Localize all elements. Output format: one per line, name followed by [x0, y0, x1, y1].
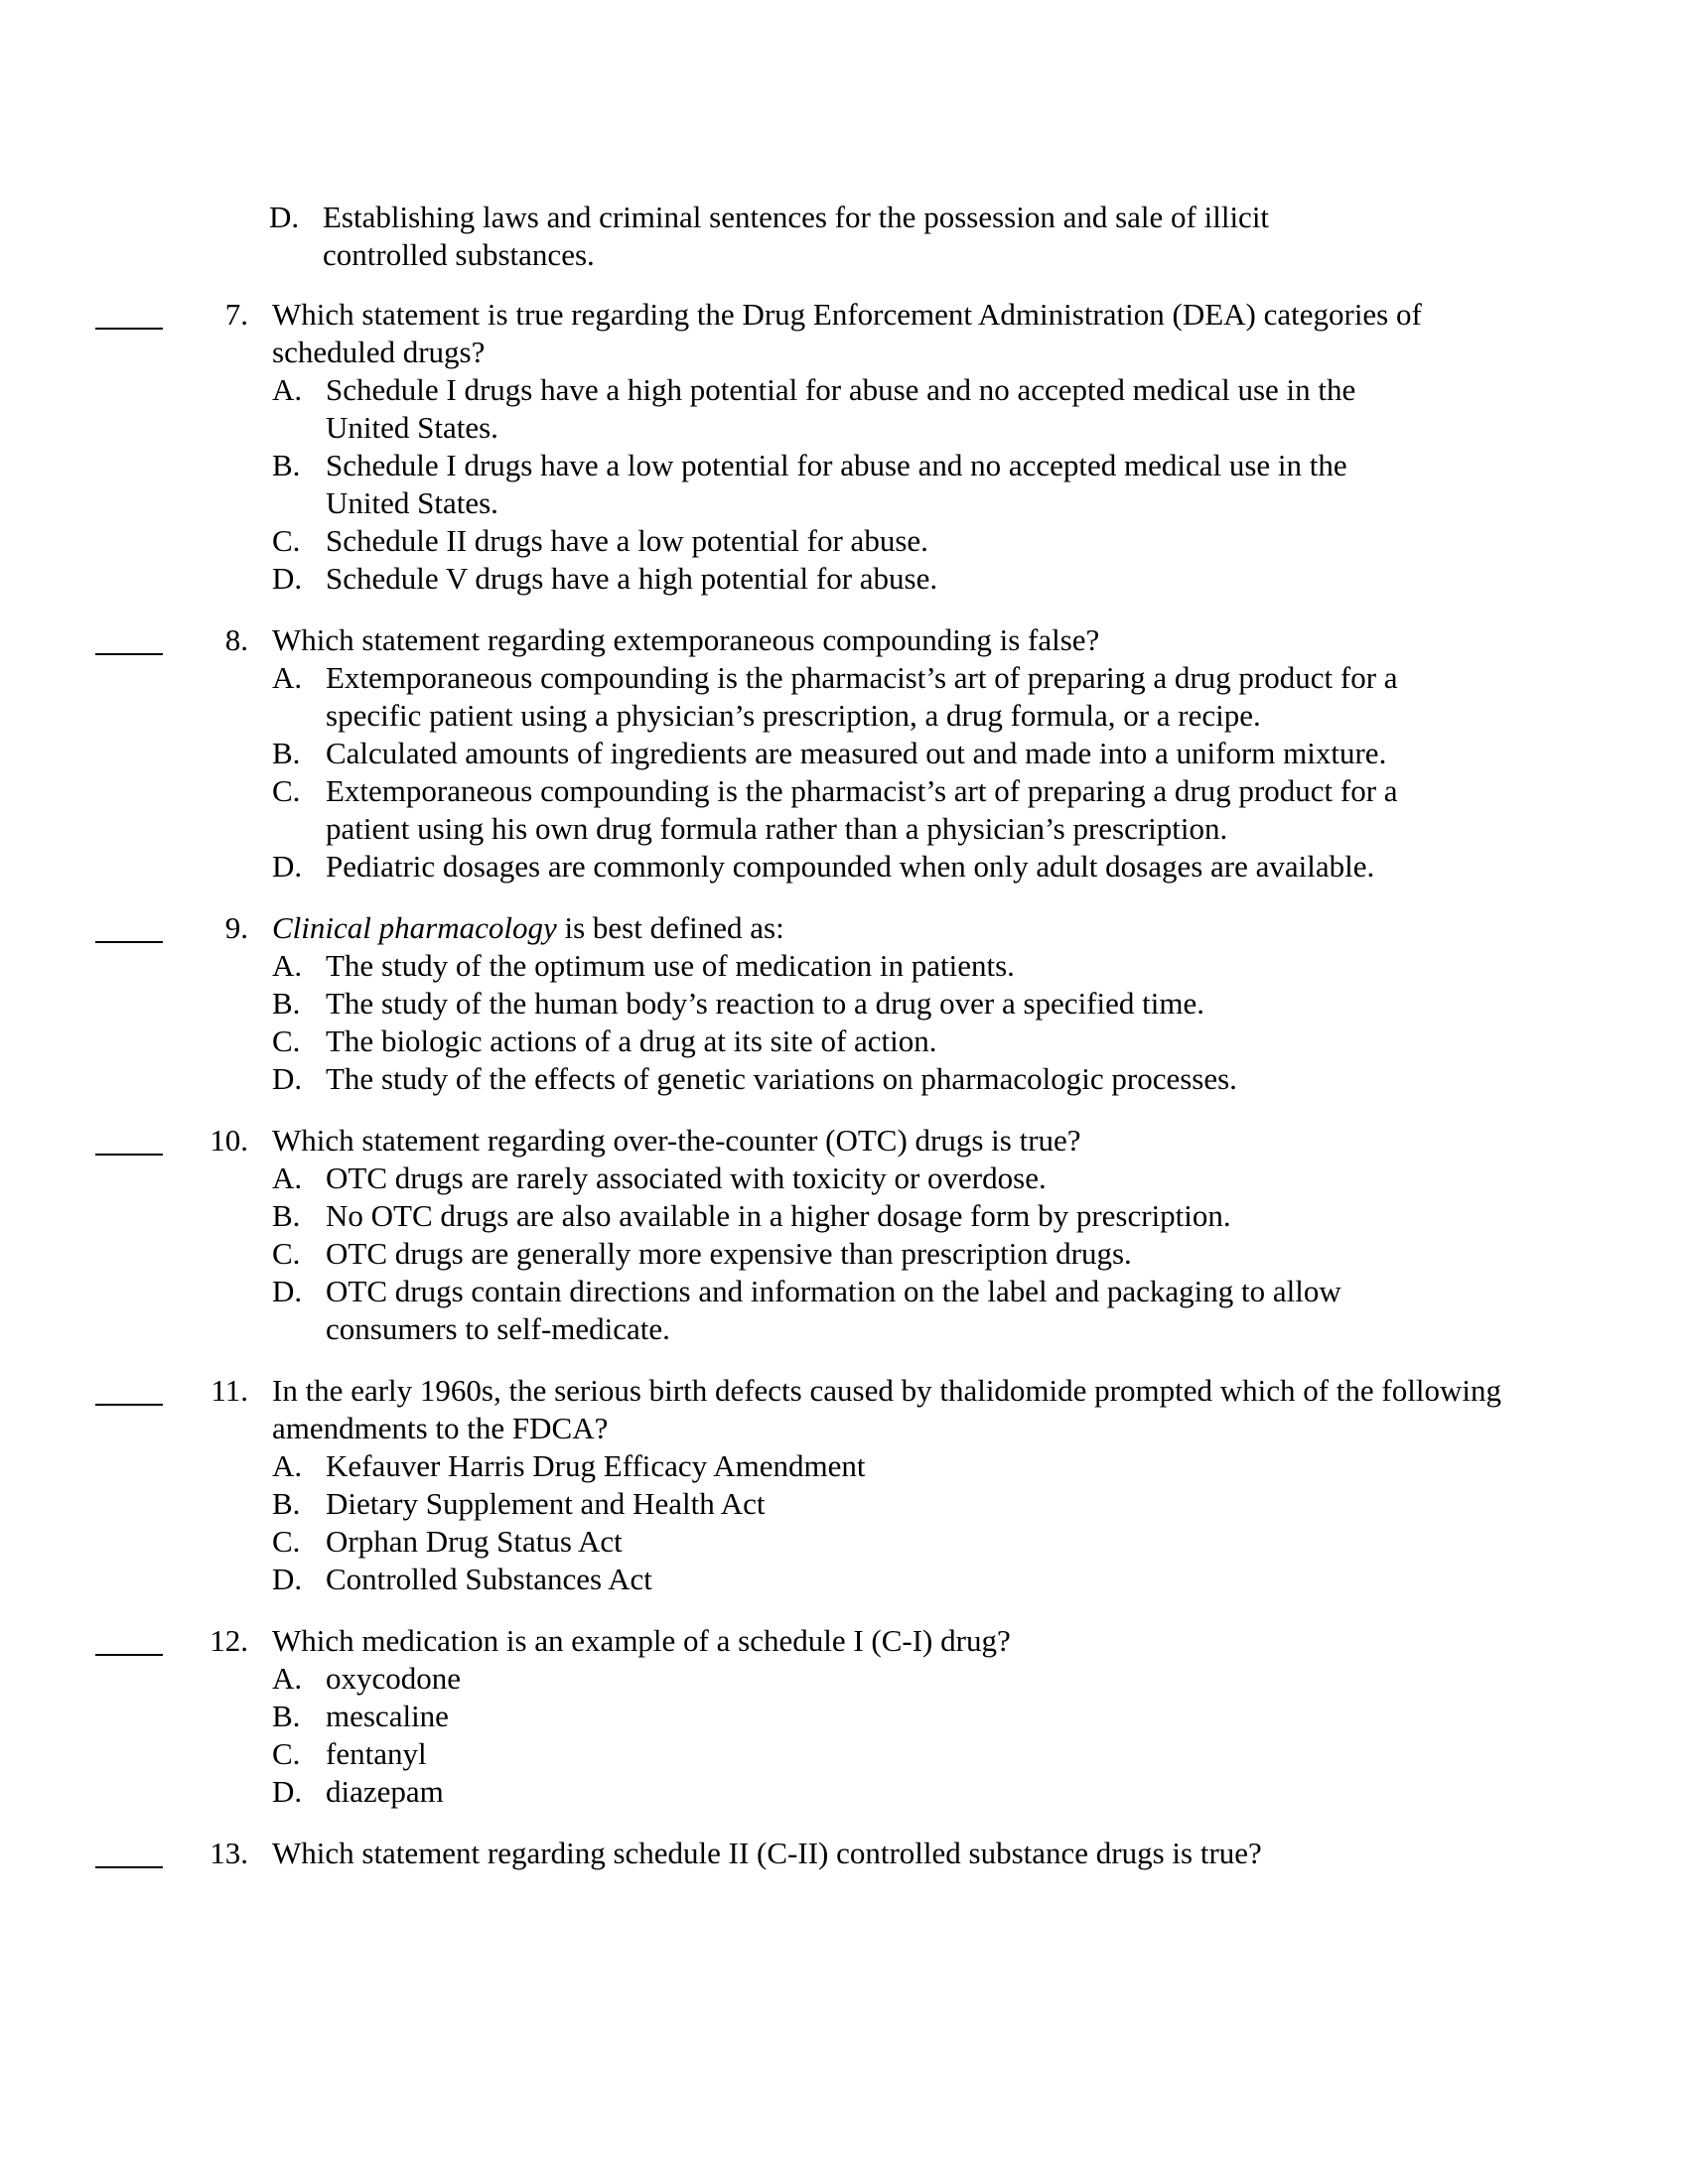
- option-item: [272, 985, 1398, 1023]
- option-item: [272, 1660, 1398, 1698]
- option-letter: A.: [272, 1160, 303, 1195]
- option-list: [272, 371, 1513, 598]
- option-text: Dietary Supplement and Health Act: [326, 1486, 766, 1521]
- option-item: [272, 735, 1398, 772]
- question-number: 13.: [210, 1836, 248, 1870]
- option-text: Extemporaneous compounding is the pharmacist’s art of preparing a drug product for a patient using his own drug formula rather than a physician’s prescription.: [326, 773, 1398, 846]
- option-letter: C.: [272, 1236, 301, 1271]
- option-letter: A.: [272, 1661, 303, 1696]
- option-letter: D.: [272, 849, 303, 884]
- option-text: The biologic actions of a drug at its site of action.: [326, 1024, 937, 1058]
- option-text: Schedule I drugs have a high potential for abuse and no accepted medical use in the United States.: [326, 372, 1356, 445]
- option-letter: C.: [272, 1736, 301, 1771]
- question-stem-rest: is best defined as:: [556, 910, 784, 945]
- question-body: [272, 909, 1513, 1098]
- option-letter: C.: [272, 773, 301, 808]
- option-item: [272, 1735, 1398, 1773]
- option-item: [272, 1447, 1398, 1485]
- option-letter: A.: [272, 372, 303, 407]
- question-stem: Which statement regarding extemporaneous compounding is false?: [272, 622, 1100, 657]
- option-item: [272, 1060, 1398, 1098]
- option-item: [272, 1023, 1398, 1060]
- option-list: [272, 1660, 1513, 1811]
- question-number: 7.: [224, 297, 248, 332]
- option-text: OTC drugs are rarely associated with toxicity or overdose.: [326, 1160, 1047, 1195]
- question-number: 8.: [224, 622, 248, 657]
- option-item: [272, 1197, 1398, 1235]
- option-item: [272, 1523, 1398, 1561]
- question-7: [0, 296, 1688, 598]
- option-item: [272, 659, 1398, 735]
- option-item: [272, 1773, 1398, 1811]
- option-item: [272, 371, 1398, 447]
- option-item: [272, 1273, 1398, 1348]
- option-letter: D.: [272, 1274, 303, 1308]
- option-list: [272, 947, 1513, 1098]
- option-item: [272, 560, 1398, 598]
- option-text: Pediatric dosages are commonly compounded when only adult dosages are available.: [326, 849, 1375, 884]
- option-text: OTC drugs contain directions and information on the label and packaging to allow consumers to self-medicate.: [326, 1274, 1341, 1346]
- option-letter: C.: [272, 523, 301, 558]
- continued-option: [269, 199, 1395, 274]
- option-list: [272, 1447, 1513, 1598]
- question-body: [272, 621, 1513, 886]
- option-text: The study of the optimum use of medication in patients.: [326, 948, 1015, 983]
- question-term: Clinical pharmacology: [272, 910, 557, 945]
- question-number: 12.: [210, 1623, 248, 1658]
- question-stem: Which medication is an example of a schedule I (C-I) drug?: [272, 1623, 1011, 1658]
- option-text: oxycodone: [326, 1661, 462, 1696]
- question-body: [272, 1122, 1513, 1348]
- option-letter: C.: [272, 1024, 301, 1058]
- option-text: Establishing laws and criminal sentences for the possession and sale of illicit controlled substances.: [323, 200, 1270, 272]
- option-letter: B.: [272, 986, 301, 1021]
- option-text: The study of the human body’s reaction to a drug over a specified time.: [326, 986, 1204, 1021]
- option-letter: A.: [272, 660, 303, 695]
- question-12: [0, 1622, 1688, 1811]
- option-letter: D.: [272, 561, 303, 596]
- option-text: Schedule V drugs have a high potential for abuse.: [326, 561, 938, 596]
- question-stem: In the early 1960s, the serious birth defects caused by thalidomide prompted which of the following amendments to the FDCA?: [272, 1373, 1501, 1445]
- option-letter: B.: [272, 1198, 301, 1233]
- option-item: [269, 199, 1395, 274]
- option-letter: A.: [272, 948, 303, 983]
- question-number: 10.: [210, 1123, 248, 1158]
- option-letter: B.: [272, 736, 301, 770]
- option-list: [272, 659, 1513, 886]
- question-stem: Which statement regarding over-the-counter (OTC) drugs is true?: [272, 1123, 1081, 1158]
- option-item: [272, 522, 1398, 560]
- question-11: [0, 1372, 1688, 1598]
- option-text: No OTC drugs are also available in a higher dosage form by prescription.: [326, 1198, 1231, 1233]
- option-letter: B.: [272, 448, 301, 482]
- option-text: Schedule I drugs have a low potential for abuse and no accepted medical use in the United States.: [326, 448, 1347, 520]
- question-stem: [272, 909, 1513, 947]
- option-text: The study of the effects of genetic variations on pharmacologic processes.: [326, 1061, 1237, 1096]
- option-text: Calculated amounts of ingredients are measured out and made into a uniform mixture.: [326, 736, 1387, 770]
- option-text: diazepam: [326, 1774, 444, 1809]
- option-letter: D.: [272, 1061, 303, 1096]
- question-10: [0, 1122, 1688, 1348]
- question-8: [0, 621, 1688, 886]
- option-item: [272, 772, 1398, 848]
- option-text: fentanyl: [326, 1736, 427, 1771]
- option-letter: B.: [272, 1486, 301, 1521]
- question-list: [0, 296, 1688, 1896]
- question-body: [272, 1622, 1513, 1811]
- option-letter: D.: [272, 1774, 303, 1809]
- option-text: Controlled Substances Act: [326, 1562, 652, 1596]
- question-number: 11.: [211, 1373, 248, 1408]
- option-letter: B.: [272, 1699, 301, 1733]
- option-letter: D.: [272, 1562, 303, 1596]
- question-body: [272, 1372, 1513, 1598]
- option-letter: C.: [272, 1524, 301, 1559]
- question-stem: Which statement is true regarding the Drug Enforcement Administration (DEA) categories of scheduled drugs?: [272, 297, 1422, 369]
- option-letter: A.: [272, 1448, 303, 1483]
- option-item: [272, 1485, 1398, 1523]
- question-body: [272, 296, 1513, 598]
- option-text: mescaline: [326, 1699, 449, 1733]
- question-number: 9.: [224, 910, 248, 945]
- option-text: Orphan Drug Status Act: [326, 1524, 623, 1559]
- option-text: OTC drugs are generally more expensive than prescription drugs.: [326, 1236, 1132, 1271]
- option-text: Kefauver Harris Drug Efficacy Amendment: [326, 1448, 866, 1483]
- option-item: [272, 947, 1398, 985]
- question-13: [0, 1835, 1688, 1872]
- option-text: Schedule II drugs have a low potential for abuse.: [326, 523, 928, 558]
- question-9: [0, 909, 1688, 1098]
- option-item: [272, 1698, 1398, 1735]
- question-body: [272, 1835, 1513, 1872]
- option-item: [272, 1235, 1398, 1273]
- option-letter: D.: [269, 200, 300, 234]
- option-item: [272, 447, 1398, 522]
- option-item: [272, 1160, 1398, 1197]
- option-item: [272, 1561, 1398, 1598]
- option-text: Extemporaneous compounding is the pharmacist’s art of preparing a drug product for a specific patient using a physician’s prescription, a drug formula, or a recipe.: [326, 660, 1398, 733]
- option-item: [272, 848, 1398, 886]
- option-list: [272, 1160, 1513, 1348]
- question-stem: Which statement regarding schedule II (C-II) controlled substance drugs is true?: [272, 1836, 1262, 1870]
